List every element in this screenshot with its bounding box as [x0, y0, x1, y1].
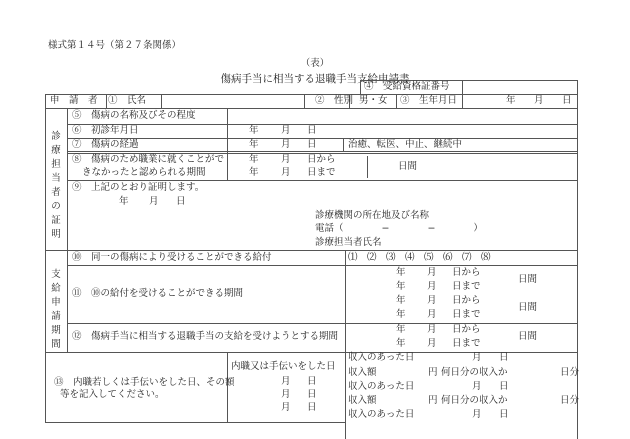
row6-day[interactable]: 日: [307, 125, 317, 136]
cert-day[interactable]: 日: [176, 196, 186, 207]
row8-from-month[interactable]: 月: [281, 154, 291, 165]
form-number: 様式第１４号（第２７条関係）: [48, 40, 182, 51]
birth-month[interactable]: 月: [534, 95, 544, 106]
days[interactable]: 日間: [518, 302, 538, 313]
year[interactable]: 年: [396, 309, 406, 320]
row8-from-year[interactable]: 年: [249, 154, 259, 165]
row8-until-month[interactable]: 月: [281, 167, 291, 178]
cert-month[interactable]: 月: [149, 196, 159, 207]
name-field[interactable]: [162, 95, 303, 107]
row8-label-1: ⑧ 傷病のため職業に就くことがで: [72, 154, 225, 165]
day-until[interactable]: 日まで: [452, 338, 481, 349]
row5-label: ⑤ 傷病の名称及びその程度: [72, 110, 196, 121]
side-job-days-header: 内職又は手伝いをした日: [231, 361, 336, 372]
side-job-month[interactable]: 月: [281, 389, 291, 400]
day-from[interactable]: 日から: [452, 295, 481, 306]
row7-month[interactable]: 月: [281, 139, 291, 150]
year[interactable]: 年: [396, 338, 406, 349]
day-from[interactable]: 日から: [452, 267, 481, 278]
income-month[interactable]: 月: [472, 409, 482, 420]
certificate-number-field[interactable]: [463, 81, 576, 93]
day-portion-unit: 日分: [560, 395, 580, 406]
income-month[interactable]: 月: [472, 352, 482, 363]
row13-label-2: 等を記入してください。: [60, 389, 165, 400]
income-amount-label: 収入額: [348, 367, 377, 378]
payment-section-label: 支給申請期間: [51, 269, 61, 350]
days[interactable]: 日間: [518, 331, 538, 342]
income-day-label: 収入のあった日: [348, 381, 415, 392]
side-job-month[interactable]: 月: [281, 402, 291, 413]
row11-label: ⑪ ⑩の給付を受けることができる期間: [72, 288, 244, 299]
row9-label: ⑨ 上記のとおり証明します。: [72, 182, 205, 193]
clinic-label: 診療機関の所在地及び名称: [315, 210, 430, 221]
birth-label: ③ 生年月日: [400, 95, 458, 106]
yen-unit: 円: [428, 367, 438, 378]
day-portion-unit: 日分: [560, 367, 580, 378]
month[interactable]: 月: [427, 267, 437, 278]
days[interactable]: 日間: [518, 274, 538, 285]
page-title: 傷病手当に相当する退職手当支給申請書: [220, 73, 410, 85]
certificate-number-label: ④ 受給資格証番号: [364, 81, 450, 92]
birth-year[interactable]: 年: [506, 95, 516, 106]
row10-options[interactable]: ⑴ ⑵ ⑶ ⑷ ⑸ ⑹ ⑺ ⑻: [348, 252, 491, 263]
row6-year[interactable]: 年: [249, 125, 259, 136]
sex-label: ② 性別: [315, 95, 354, 106]
month[interactable]: 月: [427, 309, 437, 320]
doctor-name-label: 診療担当者氏名: [315, 237, 382, 248]
income-day-label: 収入のあった日: [348, 352, 415, 363]
row10-label: ⑩ 同一の傷病により受けることができる給付: [72, 252, 272, 263]
income-day[interactable]: 日: [499, 352, 509, 363]
phone-label: 電話（ − − ）: [315, 223, 483, 234]
month[interactable]: 月: [427, 338, 437, 349]
row7-year[interactable]: 年: [249, 139, 259, 150]
form-side: （表）: [300, 58, 330, 69]
row8-days[interactable]: 日間: [398, 161, 418, 172]
side-job-day[interactable]: 日: [307, 376, 317, 387]
income-day[interactable]: 日: [499, 409, 509, 420]
side-job-month[interactable]: 月: [281, 376, 291, 387]
month[interactable]: 月: [427, 295, 437, 306]
name-label: ① 氏名: [108, 95, 147, 106]
year[interactable]: 年: [396, 324, 406, 335]
applicant-label: 申 請 者: [50, 95, 98, 106]
row8-until-day[interactable]: 日まで: [307, 167, 336, 178]
income-day[interactable]: 日: [499, 381, 509, 392]
income-amount-label: 収入額: [348, 395, 377, 406]
year[interactable]: 年: [396, 281, 406, 292]
doctor-section-label: 診療担当者の証明: [51, 131, 61, 240]
row8-from-day[interactable]: 日から: [307, 154, 336, 165]
row6-label: ⑥ 初診年月日: [72, 125, 139, 136]
income-month[interactable]: 月: [472, 381, 482, 392]
row12-label: ⑫ 傷病手当に相当する退職手当の支給を受けようとする期間: [72, 331, 339, 342]
sex-options[interactable]: 男・女: [359, 95, 388, 106]
days-of-income-label: 何日分の収入か: [441, 367, 508, 378]
year[interactable]: 年: [396, 295, 406, 306]
row6-month[interactable]: 月: [281, 125, 291, 136]
row13-label-1: ⑬ 内職若しくは手伝いをした日、その額: [54, 377, 235, 388]
side-job-day[interactable]: 日: [307, 389, 317, 400]
yen-unit: 円: [428, 395, 438, 406]
birth-day[interactable]: 日: [562, 95, 572, 106]
row7-label: ⑦ 傷病の経過: [72, 139, 139, 150]
month[interactable]: 月: [427, 281, 437, 292]
income-day-label: 収入のあった日: [348, 409, 415, 420]
days-of-income-label: 何日分の収入か: [441, 395, 508, 406]
cert-year[interactable]: 年: [119, 196, 129, 207]
row8-until-year[interactable]: 年: [249, 167, 259, 178]
day-from[interactable]: 日から: [452, 324, 481, 335]
row7-status[interactable]: 治癒、転医、中止、継続中: [348, 139, 463, 150]
day-until[interactable]: 日まで: [452, 309, 481, 320]
side-job-day[interactable]: 日: [307, 402, 317, 413]
day-until[interactable]: 日まで: [452, 281, 481, 292]
row8-label-2: きなかったと認められる期間: [82, 167, 206, 178]
month[interactable]: 月: [427, 324, 437, 335]
row7-day[interactable]: 日: [307, 139, 317, 150]
year[interactable]: 年: [396, 267, 406, 278]
